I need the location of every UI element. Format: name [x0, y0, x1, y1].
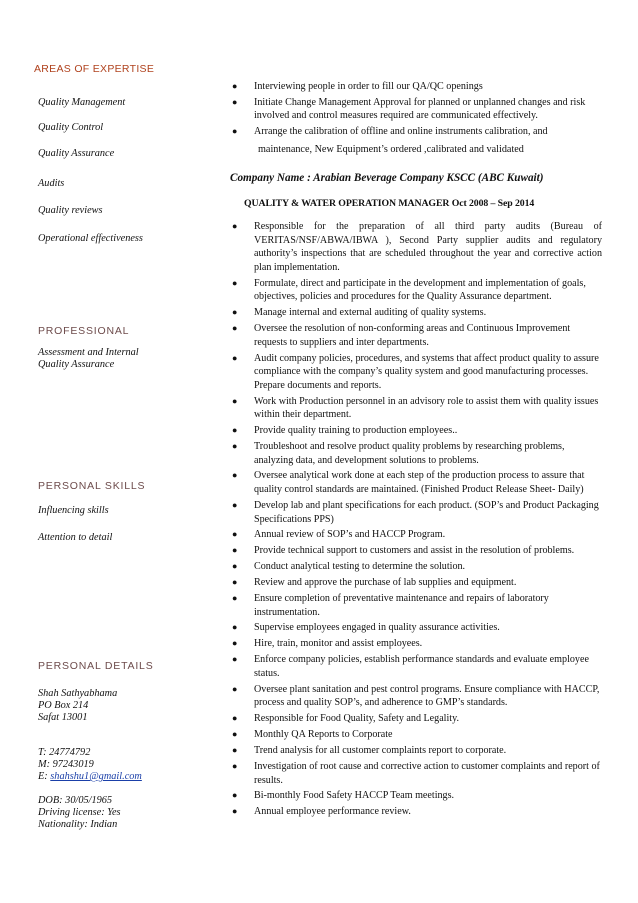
list-item: ● Oversee the resolution of non-conforming areas and Continuous Improvement requests to suppliers and inter departments. [232, 323, 571, 348]
bullet-icon: ● [232, 545, 238, 556]
bullet-icon: ● [232, 81, 238, 91]
bullet-icon: ● [232, 713, 238, 724]
bullet-icon: ● [232, 96, 238, 107]
list-item: ● Manage internal and external auditing of quality systems. [232, 307, 487, 319]
bullet-icon: ● [232, 499, 238, 510]
bullet-icon: ● [232, 425, 238, 436]
professional-text: Assessment and Internal [38, 347, 139, 358]
skills-heading: PERSONAL SKILLS [38, 480, 146, 492]
bullet-icon: ● [232, 729, 238, 740]
bullet-icon: ● [232, 577, 238, 588]
list-item: ● Initiate Change Management Approval for planned or unplanned changes and risk involved and control measures required are communicated effectively. [232, 96, 586, 122]
bullet-icon: ● [232, 593, 238, 603]
contact-city: Safat 13001 [38, 712, 88, 723]
bullet-icon: ● [232, 760, 238, 771]
list-item: ● Responsible for Food Quality, Safety and Legality. [232, 713, 460, 725]
list-item: ● Work with Production personnel in an advisory role to assist them with quality issues within their department. [232, 395, 599, 421]
list-item: ● Monthly QA Reports to Corporate [232, 729, 393, 741]
bullet-icon: ● [232, 745, 238, 756]
email-link[interactable]: shahshu1@gmail.com [50, 771, 142, 782]
top-bullet-continuation: maintenance, New Equipment’s ordered ,calibrated and validated [258, 144, 524, 155]
job-title: QUALITY & WATER OPERATION MANAGER Oct 2008 – Sep 2014 [244, 198, 535, 209]
bullet-icon: ● [232, 352, 238, 363]
skill-item: Influencing skills [38, 505, 109, 516]
list-item: ● Responsible for the preparation of all third party audits (Bureau of VERITAS/NSF/ABWA/IBWA ), Second Party supplier audits and regulatory authority’s inspections that are scheduled throughout the year and corrective action plan implementation. [232, 221, 602, 273]
list-item: ● Annual employee performance review. [232, 806, 411, 818]
job-bullet-list [230, 220, 602, 821]
details-heading: PERSONAL DETAILS [38, 660, 154, 672]
list-item: ● Investigation of root cause and corrective action to customer complaints and report of results. [232, 760, 600, 786]
bullet-icon: ● [232, 790, 238, 801]
bullet-icon: ● [232, 470, 238, 481]
list-item: ● Ensure completion of preventative maintenance and repairs of laboratory instrumentation. [232, 593, 549, 618]
expertise-item: Operational effectiveness [38, 233, 143, 244]
list-item: ● Hire, train, monitor and assist employees. [232, 638, 423, 650]
contact-name: Shah Sathyabhama [38, 688, 118, 699]
list-item: ● Provide technical support to customers and assist in the resolution of problems. [232, 545, 575, 557]
skill-item: Attention to detail [38, 532, 113, 543]
bullet-icon: ● [232, 529, 238, 540]
bullet-icon: ● [232, 561, 238, 572]
list-item: ● Supervise employees engaged in quality assurance activities. [232, 622, 500, 634]
professional-text: Quality Assurance [38, 359, 115, 370]
bullet-icon: ● [232, 654, 238, 665]
list-item: ● Enforce company policies, establish performance standards and evaluate employee status. [232, 654, 589, 679]
expertise-item: Quality Assurance [38, 148, 115, 159]
list-item: ● Develop lab and plant specifications for each product. (SOP’s and Product Packaging Specifications PPS) [232, 499, 599, 525]
bullet-icon: ● [232, 440, 238, 451]
list-item: ● Formulate, direct and participate in the development and implementation of goals, objectives, policies and procedures for the Quality Assurance department. [232, 277, 586, 303]
list-item: ● Troubleshoot and resolve product quality problems by researching problems, analyzing data, and development solutions to problems. [232, 440, 565, 466]
bullet-icon: ● [232, 277, 238, 288]
list-item: ● Conduct analytical testing to determine the solution. [232, 561, 466, 573]
list-item: ● Oversee plant sanitation and pest control programs. Ensure compliance with HACCP, process and quality SOP’s, and adherence to GMP’s standards. [232, 683, 600, 709]
list-item: ● Bi-monthly Food Safety HACCP Team meetings. [232, 790, 455, 802]
bullet-icon: ● [232, 323, 238, 334]
expertise-item: Audits [38, 178, 65, 189]
expertise-item: Quality reviews [38, 205, 103, 216]
contact-mobile: M: 97243019 [38, 759, 94, 770]
list-item: ● Oversee analytical work done at each step of the production process to assure that quality control standards are maintained. (Finished Product Release Sheet- Daily) [232, 470, 585, 496]
bullet-icon: ● [232, 638, 238, 649]
list-item: ● Trend analysis for all customer complaints report to corporate. [232, 745, 507, 757]
professional-heading: PROFESSIONAL [38, 325, 130, 337]
list-item: ● Provide quality training to production employees.. [232, 425, 458, 437]
contact-dob: DOB: 30/05/1965 [38, 795, 113, 806]
list-item: ● Arrange the calibration of offline and online instruments calibration, and [232, 126, 548, 138]
expertise-item: Quality Management [38, 97, 126, 108]
bullet-icon: ● [232, 806, 238, 817]
list-item: ● Annual review of SOP’s and HACCP Program. [232, 529, 446, 541]
contact-license: Driving license: Yes [38, 807, 121, 818]
list-item: ● Audit company policies, procedures, and systems that affect product quality to assure compliance with the company’s quality system and good manufacturing processes. Prepare documents and reports. [232, 352, 599, 391]
contact-phone: T: 24774792 [38, 747, 91, 758]
bullet-icon: ● [232, 395, 238, 406]
bullet-icon: ● [232, 307, 238, 318]
list-item: ● Review and approve the purchase of lab supplies and equipment. [232, 577, 517, 589]
bullet-icon: ● [232, 683, 238, 694]
expertise-heading: AREAS OF EXPERTISE [34, 63, 155, 75]
company-name: Company Name : Arabian Beverage Company KSCC (ABC Kuwait) [230, 172, 544, 184]
email-label: E: [38, 771, 51, 782]
top-bullet-list [230, 80, 602, 141]
bullet-icon: ● [232, 221, 238, 231]
contact-email-row [38, 771, 142, 783]
bullet-icon: ● [232, 622, 238, 633]
bullet-icon: ● [232, 126, 238, 137]
list-item: ● Interviewing people in order to fill our QA/QC openings [232, 81, 483, 92]
expertise-item: Quality Control [38, 122, 104, 133]
contact-po-box: PO Box 214 [38, 700, 89, 711]
contact-nationality: Nationality: Indian [38, 819, 118, 830]
